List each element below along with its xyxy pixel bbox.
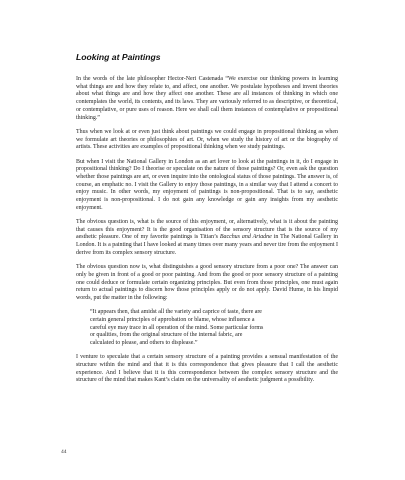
quote-line: “It appears then, that amidst all the variety and caprice of taste, there are [90, 309, 262, 316]
paragraph-4-after: in The National Gallery in London. It is a painting that I have looked at many times over many years and never tire from the enjoyment I derive from its complex sensory structure. [76, 234, 339, 256]
paragraph-3: But when I visit the National Gallery in London as an art lover to look at the paintings in it, do I engage in propositional thinking? Do I theorise or speculate on the nature of those paintings? Or, even ask the question whether those paintings are art, or even inquire into the ontological status of those paintings. The answer is, of course, an emphatic no. I visit the Gallery to enjoy those paintings, in a similar way that I attend a concert to enjoy music. In other words, my enjoyment of paintings is non-propositional. That is to say, aesthetic enjoyment is non-propositional. I do not gain any knowledge or gain any insights from my aesthetic enjoyment. [76, 158, 338, 211]
quote-line: or qualities, from the original structure of the internal fabric, are [90, 332, 243, 339]
page-number: 44 [61, 449, 67, 455]
paragraph-1: In the words of the late philosopher Hector-Neri Castenada “We exercise our thinking powers in learning what things are and how they relate to, and affect, one another. We postulate hypotheses and invent theories about what things are and how they affect one another. These are all instances of thinking in which one contemplates the world, its contents, and its laws. They are variously referred to as descriptive, or theoretical, or contemplative, or pure uses of reason. Here we shall call them instances of contemplative or propositional thinking.” [76, 76, 338, 121]
paragraph-4-before: The obvious question is, what is the source of this enjoyment, or, alternatively, what is it about the painting that causes this enjoyment? It is the good organisation of the sensory structure that is the source of my aesthetic pleasure. One of my favorite paintings is Titian’s [76, 219, 338, 241]
artwork-title: Bacchus and Ariadne [219, 234, 272, 241]
quote-line: careful eye may trace in all operation of the mind. Some particular forms [90, 324, 264, 331]
paragraph-2: Thus when we look at or even just think about paintings we could engage in propositional thinking as when we formulate art theories or philosophies of art. Or, when we study the history of art or the biography of artists. These activities are examples of propositional thinking when we study paintings. [76, 128, 338, 151]
page-title: Looking at Paintings [76, 52, 161, 62]
paragraph-4 [76, 219, 338, 258]
paragraph-5: The obvious question now is, what distinguishes a good sensory structure from a poor one? The answer can only be given in front of a good or poor painting. And from the good or poor sensory structure of a painting one could deduce or formulate certain organizing principles. But even from those principles, one must again return to actual paintings to discern how those principles apply or do not apply. David Hume, in his limpid words, put the matter in the following: [76, 264, 338, 301]
body-text [76, 76, 338, 392]
quote-line: certain general principles of approbation or blame, whose influence a [90, 316, 255, 323]
quote-line: calculated to please, and others to displease.” [90, 340, 198, 347]
block-quote [90, 309, 300, 348]
paragraph-6: I venture to speculate that a certain sensory structure of a painting provides a sensual manifestation of the structure within the mind and that it is this correspondence that gives pleasure that I call the aesthetic experience. And I believe that it is this correspondence between the complex sensory structure and the structure of the mind that makes Kant’s claim on the universality of aesthetic judgment a possibility. [76, 354, 338, 384]
